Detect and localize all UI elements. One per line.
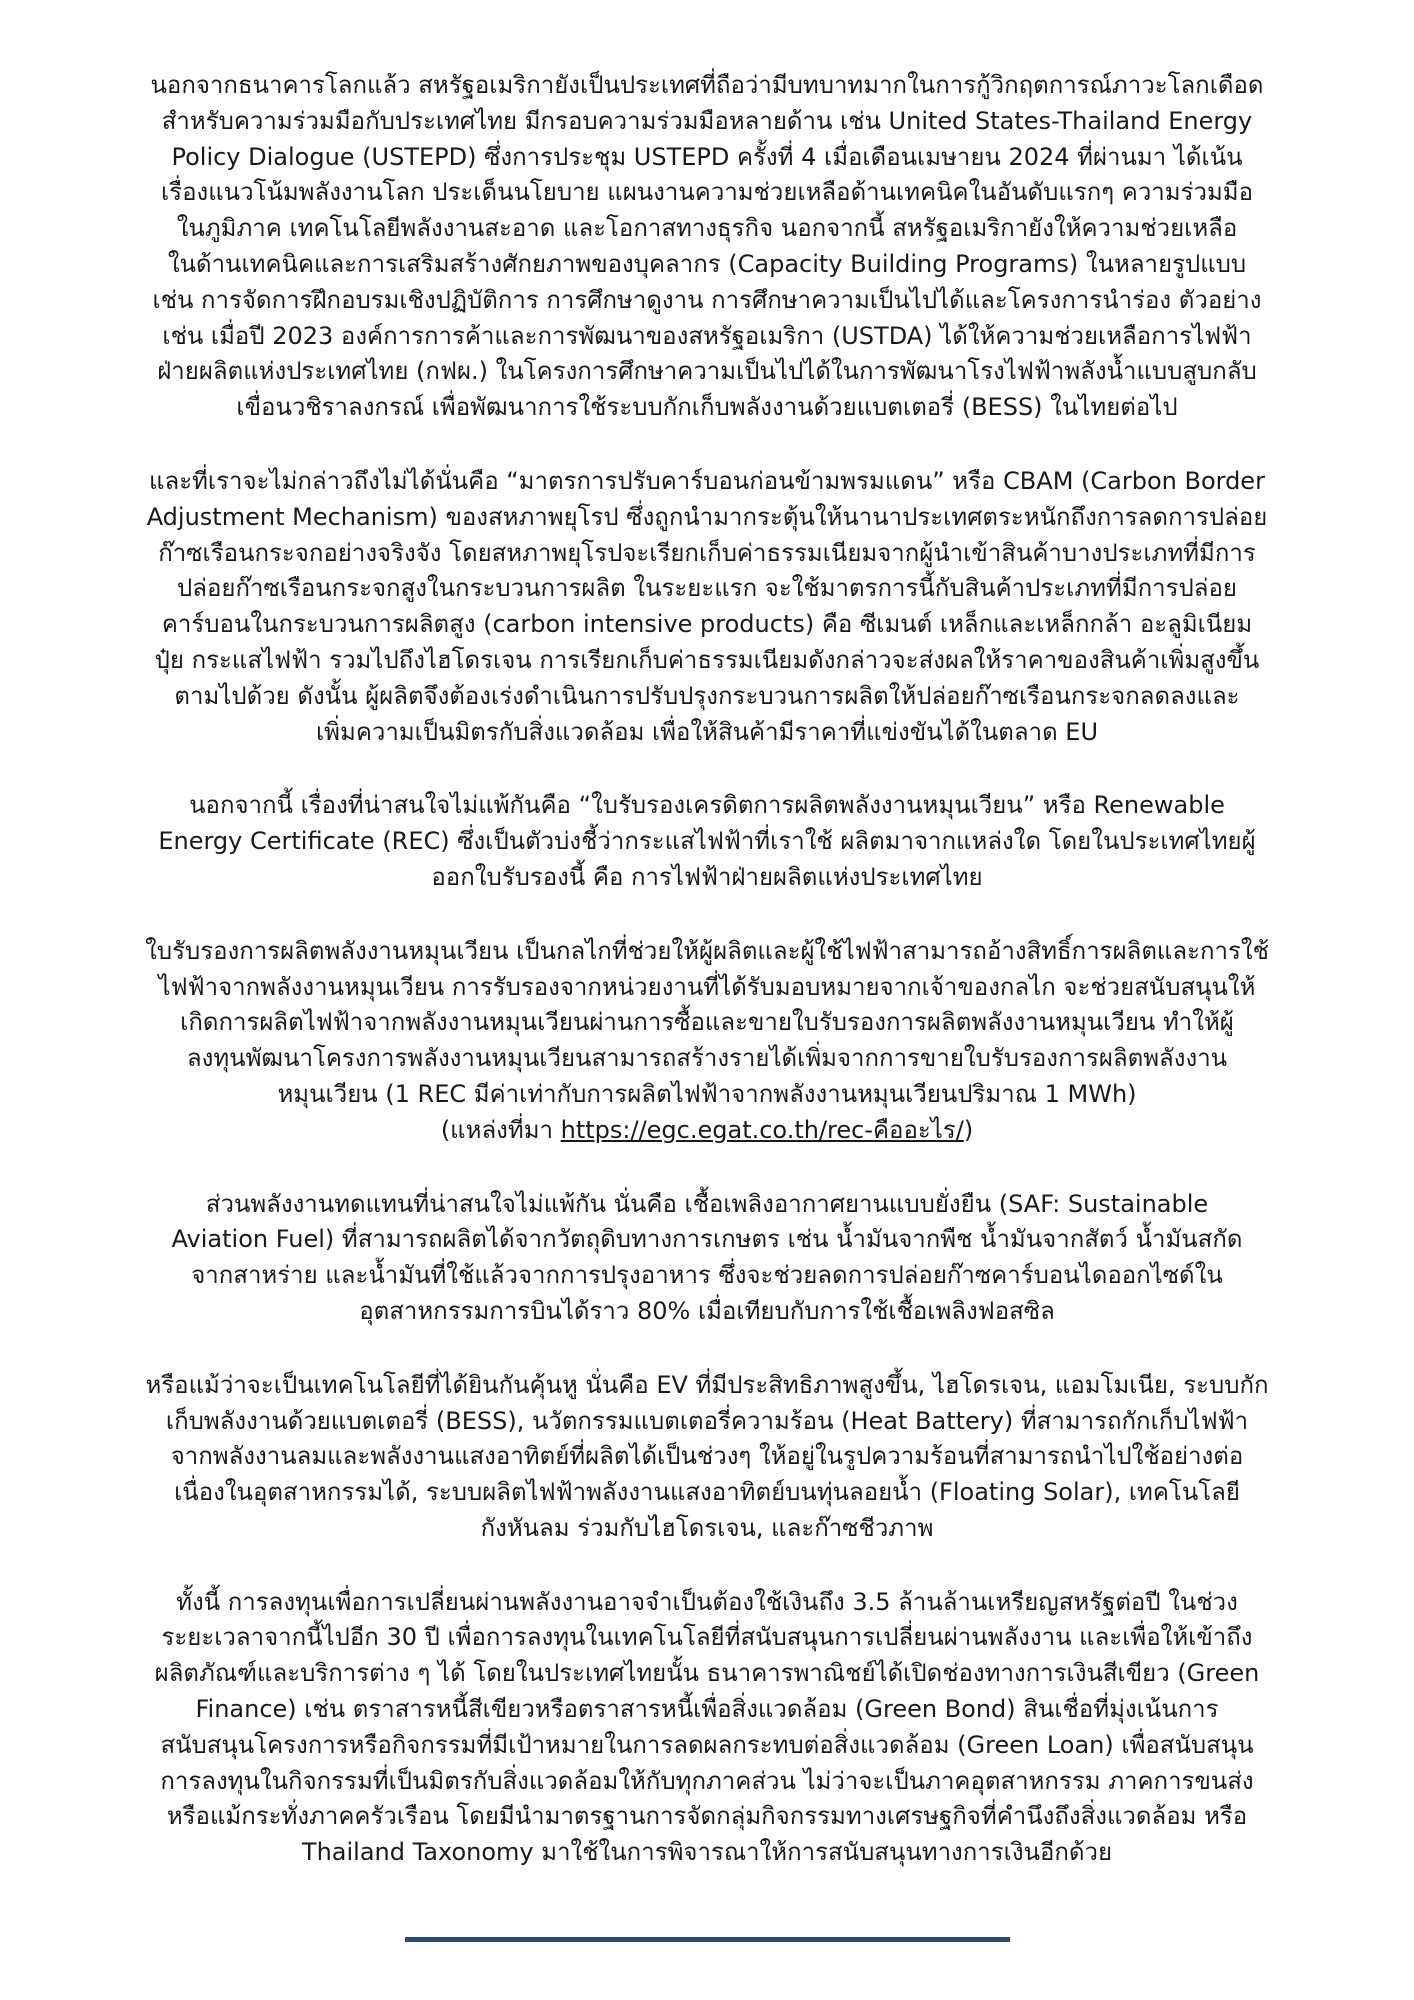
paragraph-saf <box>120 1187 1294 1330</box>
text-line: เรื่องแนวโน้มพลังงานโลก ประเด็นนโยบาย แผนงานความช่วยเหลือด้านเทคนิคในอันดับแรกๆ ความร่วมมือ <box>160 178 1254 207</box>
text-line: ก๊าซเรือนกระจกอย่างจริงจัง โดยสหภาพยุโรปจะเรียกเก็บค่าธรรมเนียมจากผู้นำเข้าสินค้าบางประเภทที่มีการ <box>158 538 1256 567</box>
text-line: ส่วนพลังงานทดแทนที่น่าสนใจไม่แพ้กัน นั่นคือ เชื้อเพลิงอากาศยานแบบยั่งยืน (SAF: Sustainable <box>205 1189 1209 1218</box>
paragraph-rec-detail <box>120 934 1294 1149</box>
text-line: นอกจากธนาคารโลกแล้ว สหรัฐอเมริกายังเป็นประเทศที่ถือว่ามีบทบาทมากในการกู้วิกฤตการณ์ภาวะโลกเดือด <box>150 71 1264 99</box>
document-body <box>120 68 1294 1909</box>
text-line: Finance) เช่น ตราสารหนี้สีเขียวหรือตราสารหนี้เพื่อสิ่งแวดล้อม (Green Bond) สินเชื่อที่มุ่งเน้นการ <box>195 1695 1219 1724</box>
text-line: และที่เราจะไม่กล่าวถึงไม่ได้นั่นคือ “มาตรการปรับคาร์บอนก่อนข้ามพรมแดน” หรือ CBAM (Carbon Border <box>149 466 1265 495</box>
text-line: Thailand Taxonomy มาใช้ในการพิจารณาให้การสนับสนุนทางการเงินอีกด้วย <box>301 1838 1113 1867</box>
text-line: หรือแม้กระทั่งภาคครัวเรือน โดยมีนำมาตรฐานการจัดกลุ่มกิจกรรมทางเศรษฐกิจที่คำนึงถึงสิ่งแวดล้อม หรือ <box>166 1802 1248 1831</box>
text-line: อุตสาหกรรมการบินได้ราว 80% เมื่อเทียบกับการใช้เชื้อเพลิงฟอสซิล <box>359 1296 1055 1325</box>
text-line: เขื่อนวชิราลงกรณ์ เพื่อพัฒนาการใช้ระบบกักเก็บพลังงานด้วยแบตเตอรี่ (BESS) ในไทยต่อไป <box>236 393 1178 422</box>
paragraph-green-finance <box>120 1585 1294 1871</box>
text-line: เช่น เมื่อปี 2023 องค์การการค้าและการพัฒนาของสหรัฐอเมริกา (USTDA) ได้ให้ความช่วยเหลือการไฟฟ้า <box>162 321 1252 350</box>
text-line: กังหันลม ร่วมกับไฮโดรเจน, และก๊าซชีวภาพ <box>480 1513 934 1542</box>
text-line: ผลิตภัณฑ์และบริการต่าง ๆ ได้ โดยในประเทศไทยนั้น ธนาคารพาณิชย์ได้เปิดช่องทางการเงินสีเขียว (Green <box>154 1659 1260 1688</box>
text-line: ไฟฟ้าจากพลังงานหมุนเวียน การรับรองจากหน่วยงานที่ได้รับมอบหมายจากเจ้าของกลไก จะช่วยสนับสนุนให้ <box>158 972 1256 1001</box>
text-line: ในด้านเทคนิคและการเสริมสร้างศักยภาพของบุคลากร (Capacity Building Programs) ในหลายรูปแบบ <box>167 249 1247 278</box>
footer-divider <box>405 1937 1010 1942</box>
text-line: Energy Certificate (REC) ซึ่งเป็นตัวบ่งชี้ว่ากระแสไฟฟ้าที่เราใช้ ผลิตมาจากแหล่งใด โดยในประเทศไทยผู้ <box>158 827 1256 856</box>
paragraph-cbam <box>120 464 1294 750</box>
text-line: ใบรับรองการผลิตพลังงานหมุนเวียน เป็นกลไกที่ช่วยให้ผู้ผลิตและผู้ใช้ไฟฟ้าสามารถอ้างสิทธิ์การผลิตและการใช้ <box>145 936 1269 965</box>
text-line: Adjustment Mechanism) ของสหภาพยุโรป ซึ่งถูกนำมากระตุ้นให้นานาประเทศตระหนักถึงการลดการปล่อย <box>146 502 1268 531</box>
text-line: ตามไปด้วย ดังนั้น ผู้ผลิตจึงต้องเร่งดำเนินการปรับปรุงกระบวนการผลิตให้ปล่อยก๊าซเรือนกระจกลดลงและ <box>174 681 1240 710</box>
text-line: เพิ่มความเป็นมิตรกับสิ่งแวดล้อม เพื่อให้สินค้ามีราคาที่แข่งขันได้ในตลาด EU <box>315 717 1099 746</box>
text-line: จากพลังงานลมและพลังงานแสงอาทิตย์ที่ผลิตได้เป็นช่วงๆ ให้อยู่ในรูปความร้อนที่สามารถนำไปใช้อย่างต่อ <box>170 1442 1244 1471</box>
text-line: ปุ๋ย กระแสไฟฟ้า รวมไปถึงไฮโดรเจน การเรียกเก็บค่าธรรมเนียมดังกล่าวจะส่งผลให้ราคาของสินค้าเพิ่มสูงขึ้น <box>154 645 1260 674</box>
text-line: เกิดการผลิตไฟฟ้าจากพลังงานหมุนเวียนผ่านการซื้อและขายใบรับรองการผลิตพลังงานหมุนเวียน ทำให้ผู้ <box>180 1008 1234 1037</box>
text-line: หมุนเวียน (1 REC มีค่าเท่ากับการผลิตไฟฟ้าจากพลังงานหมุนเวียนปริมาณ 1 MWh) <box>277 1079 1137 1108</box>
text-line: คาร์บอนในกระบวนการผลิตสูง (carbon intensive products) คือ ซีเมนต์ เหล็กและเหล็กกล้า อะลูมิเนียม <box>161 610 1253 639</box>
source-citation <box>120 1113 1294 1149</box>
source-link[interactable]: https://egc.egat.co.th/rec-คืออะไร/ <box>560 1115 964 1144</box>
text-line: ทั้งนี้ การลงทุนเพื่อการเปลี่ยนผ่านพลังงานอาจจำเป็นต้องใช้เงินถึง 3.5 ล้านล้านเหรียญสหรัฐต่อปี ในช่วง <box>176 1587 1238 1616</box>
text-line: สนับสนุนโครงการหรือกิจกรรมที่มีเป้าหมายในการลดผลกระทบต่อสิ่งแวดล้อม (Green Loan) เพื่อสนับสนุน <box>160 1730 1254 1759</box>
text-line: ในภูมิภาค เทคโนโลยีพลังงานสะอาด และโอกาสทางธุรกิจ นอกจากนี้ สหรัฐอเมริกายังให้ความช่วยเหลือ <box>176 214 1238 243</box>
text-line: การลงทุนในกิจกรรมที่เป็นมิตรกับสิ่งแวดล้อมให้กับทุกภาคส่วน ไม่ว่าจะเป็นภาคอุตสาหกรรม ภาคการขนส่ง <box>160 1766 1254 1795</box>
source-suffix: ) <box>963 1115 974 1144</box>
text-line: หรือแม้ว่าจะเป็นเทคโนโลยีที่ได้ยินกันคุ้นหู นั่นคือ EV ที่มีประสิทธิภาพสูงขึ้น, ไฮโดรเจน, แอมโมเนีย, ระบบกัก <box>145 1370 1269 1399</box>
text-line: ฝ่ายผลิตแห่งประเทศไทย (กฟผ.) ในโครงการศึกษาความเป็นไปได้ในการพัฒนาโรงไฟฟ้าพลังน้ำแบบสูบกลับ <box>157 357 1257 386</box>
text-line: นอกจากนี้ เรื่องที่น่าสนใจไม่แพ้กันคือ “ใบรับรองเครดิตการผลิตพลังงานหมุนเวียน” หรือ Renewable <box>189 791 1225 820</box>
paragraphs <box>120 68 1294 1871</box>
paragraph-us-cooperation <box>120 68 1294 426</box>
paragraph-rec-intro <box>120 788 1294 895</box>
text-line: ปล่อยก๊าซเรือนกระจกสูงในกระบวนการผลิต ในระยะแรก จะใช้มาตรการนี้กับสินค้าประเภทที่มีการปล่อย <box>177 574 1237 603</box>
text-line: เนื่องในอุตสาหกรรมได้, ระบบผลิตไฟฟ้าพลังงานแสงอาทิตย์บนทุ่นลอยน้ำ (Floating Solar), เทคโนโลยี <box>174 1478 1240 1507</box>
text-line: ลงทุนพัฒนาโครงการพลังงานหมุนเวียนสามารถสร้างรายได้เพิ่มจากการขายใบรับรองการผลิตพลังงาน <box>186 1044 1228 1073</box>
paragraph-technologies <box>120 1368 1294 1547</box>
text-line: เช่น การจัดการฝึกอบรมเชิงปฏิบัติการ การศึกษาดูงาน การศึกษาความเป็นไปได้และโครงการนำร่อง ตัวอย่าง <box>152 285 1262 314</box>
text-line: Policy Dialogue (USTEPD) ซึ่งการประชุม USTEPD ครั้งที่ 4 เมื่อเดือนเมษายน 2024 ที่ผ่านมา ได้เน้น <box>171 142 1243 171</box>
text-line: จากสาหร่าย และน้ำมันที่ใช้แล้วจากการปรุงอาหาร ซึ่งจะช่วยลดการปล่อยก๊าซคาร์บอนไดออกไซด์ใน <box>191 1261 1223 1290</box>
text-line: Aviation Fuel) ที่สามารถผลิตได้จากวัตถุดิบทางการเกษตร เช่น น้ำมันจากพืช น้ำมันจากสัตว์ น้ำมันสกัด <box>171 1225 1243 1254</box>
source-prefix: (แหล่งที่มา <box>440 1115 561 1144</box>
text-line: สำหรับความร่วมมือกับประเทศไทย มีกรอบความร่วมมือหลายด้าน เช่น United States-Thailand Energy <box>161 106 1253 135</box>
text-line: เก็บพลังงานด้วยแบตเตอรี่ (BESS), นวัตกรรมแบตเตอรี่ความร้อน (Heat Battery) ที่สามารถกักเก็บไฟฟ้า <box>165 1406 1249 1435</box>
text-line: ระยะเวลาจากนี้ไปอีก 30 ปี เพื่อการลงทุนในเทคโนโลยีที่สนับสนุนการเปลี่ยนผ่านพลังงาน และเพื่อให้เข้าถึง <box>161 1623 1253 1652</box>
text-line: ออกใบรับรองนี้ คือ การไฟฟ้าฝ่ายผลิตแห่งประเทศไทย <box>431 862 983 891</box>
